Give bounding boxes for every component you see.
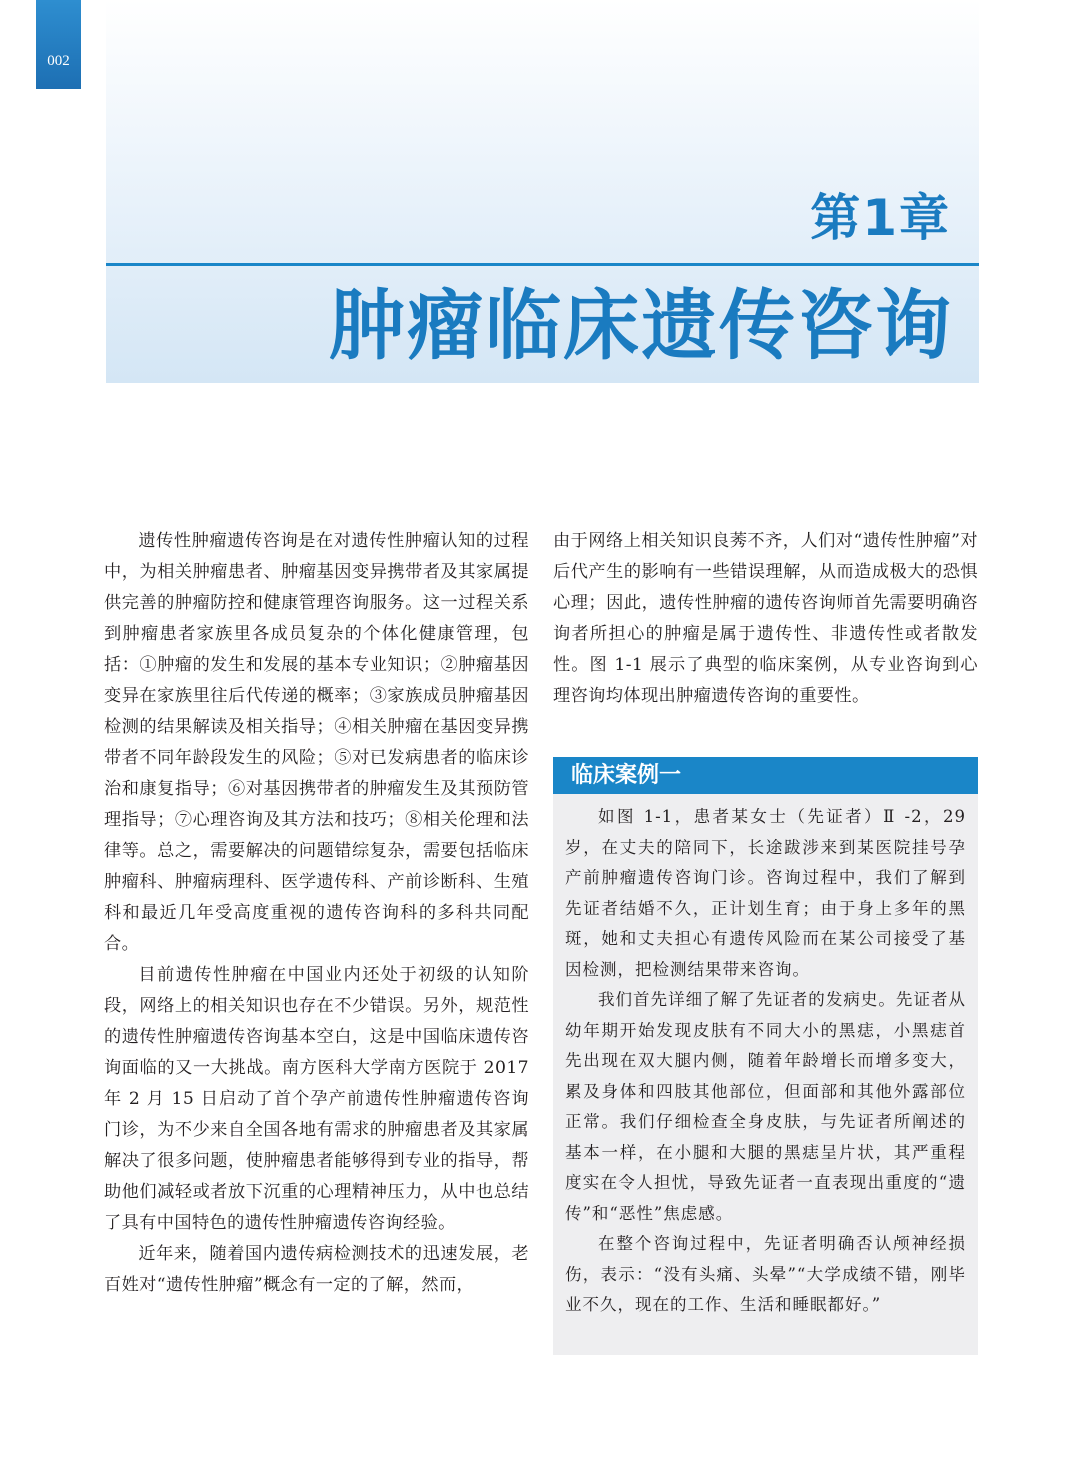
body-paragraph-1: 遗传性肿瘤遗传咨询是在对遗传性肿瘤认知的过程中，为相关肿瘤患者、肿瘤基因变异携带者及其家属提供完善的肿瘤防控和健康管理咨询服务。这一过程关系到肿瘤患者家族里各成员复杂的个体化健康管理，包括：①肿瘤的发生和发展的基本专业知识；②肿瘤基因变异在家族里往后代传递的概率；③家族成员肿瘤基因检测的结果解读及相关指导；④相关肿瘤在基因变异携带者不同年龄段发生的风险；⑤对已发病患者的临床诊治和康复指导；⑥对基因携带者的肿瘤发生及其预防管理指导；⑦心理咨询及其方法和技巧；⑧相关伦理和法律等。总之，需要解决的问题错综复杂，需要包括临床肿瘤科、肿瘤病理科、医学遗传科、产前诊断科、生殖科和最近几年受高度重视的遗传咨询科的多科共同配合。	[104, 531, 529, 954]
chapter-number: 第1章	[810, 189, 951, 247]
case-paragraph-1: 如图 1-1，患者某女士（先证者）Ⅱ -2，29 岁，在丈夫的陪同下，长途跋涉来到某医院挂号孕产前肿瘤遗传咨询门诊。咨询过程中，我们了解到先证者结婚不久，正计划生育；由于身上多年的黑斑，她和丈夫担心有遗传风险而在某公司接受了基因检测，把检测结果带来咨询。	[565, 807, 966, 979]
header-divider	[106, 263, 979, 266]
case-paragraph-3: 在整个咨询过程中，先证者明确否认颅神经损伤，表示：“没有头痛、头晕”“大学成绩不错，刚毕业不久，现在的工作、生活和睡眠都好。”	[565, 1234, 966, 1314]
body-paragraph-3: 近年来，随着国内遗传病检测技术的迅速发展，老百姓对“遗传性肿瘤”概念有一定的了解，然而，	[104, 1244, 529, 1295]
right-column	[553, 526, 978, 712]
clinical-case-box	[553, 757, 978, 1355]
page-number: 002	[47, 53, 70, 69]
chapter-header	[106, 0, 979, 383]
body-paragraph-continued: 由于网络上相关知识良莠不齐，人们对“遗传性肿瘤”对后代产生的影响有一些错误理解，从而造成极大的恐惧心理；因此，遗传性肿瘤的遗传咨询师首先需要明确咨询者所担心的肿瘤是属于遗传性、非遗传性或者散发性。图 1-1 展示了典型的临床案例，从专业咨询到心理咨询均体现出肿瘤遗传咨询的重要性。	[553, 531, 978, 706]
case-paragraph-2: 我们首先详细了解了先证者的发病史。先证者从幼年期开始发现皮肤有不同大小的黑痣，小黑痣首先出现在双大腿内侧，随着年龄增长而增多变大，累及身体和四肢其他部位，但面部和其他外露部位正常。我们仔细检查全身皮肤，与先证者所阐述的基本一样，在小腿和大腿的黑痣呈片状，其严重程度实在令人担忧，导致先证者一直表现出重度的“遗传”和“恶性”焦虑感。	[565, 990, 966, 1223]
chapter-title: 肿瘤临床遗传咨询	[329, 281, 953, 370]
body-paragraph-2: 目前遗传性肿瘤在中国业内还处于初级的认知阶段，网络上的相关知识也存在不少错误。另外，规范性的遗传性肿瘤遗传咨询基本空白，这是中国临床遗传咨询面临的又一大挑战。南方医科大学南方医院于 2017 年 2 月 15 日启动了首个孕产前遗传性肿瘤遗传咨询门诊，为不少来自全国各地有需求的肿瘤患者及其家属解决了很多问题，使肿瘤患者能够得到专业的指导，帮助他们减轻或者放下沉重的心理精神压力，从中也总结了具有中国特色的遗传性肿瘤遗传咨询经验。	[104, 965, 529, 1233]
left-column	[104, 526, 529, 1301]
page-number-tab	[36, 0, 81, 89]
case-heading: 临床案例一	[553, 757, 978, 794]
case-body	[553, 794, 978, 1321]
